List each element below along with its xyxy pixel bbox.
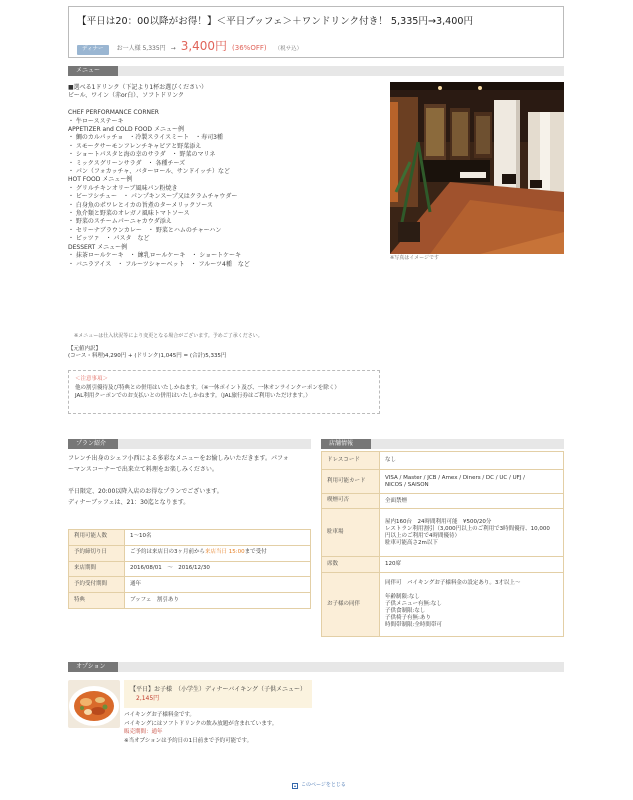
sales-period-value: 通年 [151, 729, 163, 736]
original-price: お一人様 5,335円 [116, 45, 166, 52]
option-desc-3: ※当オプションは予約日の1日前まで予約可能です。 [124, 737, 253, 744]
table-value-line: 年齢制限:なし [385, 594, 420, 600]
menu-change-note: ※メニューは仕入状況等により変更となる場合がございます。予めご了承ください。 [74, 333, 263, 339]
dinner-badge: ディナー [77, 45, 109, 55]
menu-line: ・ 牛ロースステーキ [68, 117, 124, 125]
table-row [69, 545, 311, 561]
menu-line: HOT FOOD メニュー例 [68, 176, 133, 184]
table-value-line: 子供食制限:なし [385, 608, 426, 614]
table-row [322, 452, 564, 470]
table-value: ブッフェ 割引あり [125, 593, 311, 609]
menu-section-bar [68, 66, 564, 76]
deadline-suffix: まで受付 [244, 549, 267, 556]
table-row [322, 557, 564, 573]
table-row [69, 593, 311, 609]
table-row [69, 530, 311, 546]
option-food-photo [68, 680, 120, 728]
store-info-table [321, 451, 564, 637]
table-row [322, 573, 564, 637]
menu-section-label: メニュー [68, 66, 118, 76]
plan-section-label: プラン紹介 [68, 439, 118, 449]
original-price-header: 【元値内訳】 [68, 346, 102, 352]
plan-title: 【平日は20：00以降がお得！】＜平日ブッフェ＞＋ワンドリンク付き！ 5,335円→3,400円 [77, 16, 474, 27]
table-row [322, 470, 564, 494]
option-desc-2: バイキングにはソフトドリンクの飲み放題が含まれています。 [124, 720, 278, 727]
plan-intro-line: ディナーブッフェは、21：30迄となります。 [68, 499, 190, 506]
table-value-line: 駐車可能高さ2m以下 [385, 539, 438, 546]
table-value [125, 545, 311, 561]
menu-line: ・ セリーナブラウンカレー ・ 野菜とハムのチャーハン [68, 226, 222, 234]
option-section-bar [68, 662, 564, 672]
menu-gap [68, 101, 378, 109]
table-value [380, 573, 564, 637]
table-label: 特典 [69, 593, 125, 609]
table-label: ドレスコード [322, 452, 380, 470]
table-value-line: 子供メニュー有無:なし [385, 601, 442, 607]
table-row [69, 577, 311, 593]
table-value-line: 同伴可 バイキングお子様料金の設定あり。3才以上～ [385, 580, 521, 586]
table-value [380, 494, 564, 509]
option-price: 2,145円 [136, 695, 160, 702]
option-section-label: オプション [68, 662, 118, 672]
table-label: 駐車場 [322, 509, 380, 557]
close-page-link[interactable] [292, 782, 346, 789]
table-label: 喫煙可否 [322, 494, 380, 509]
discount-rate: (36%OFF) [232, 44, 267, 52]
table-value-line [385, 587, 558, 594]
table-value-line: 全面禁煙 [385, 497, 408, 504]
food-image [68, 680, 120, 728]
close-page-label: このページをとじる [301, 782, 346, 788]
table-row [322, 509, 564, 557]
table-value-line: 120席 [385, 561, 401, 567]
tax-note: （税サ込） [274, 46, 303, 52]
plan-intro-line: ーマンスコーナーで出来立て料理をお楽しみください。 [68, 466, 218, 473]
menu-line: ・ スモークサーモンフレンチキャビアと野菜添え [68, 142, 202, 150]
menu-line: ・ 鯛のカルパッチョ ・冷製スライスミート ・寿司3種 [68, 134, 223, 142]
table-value: 2016/08/01 ～ 2016/12/30 [125, 561, 311, 577]
table-value [380, 452, 564, 470]
table-label: 利用可能人数 [69, 530, 125, 546]
plan-description [68, 453, 318, 508]
table-label: 来店期間 [69, 561, 125, 577]
price-row [77, 38, 302, 55]
table-label: 予約受付期間 [69, 577, 125, 593]
restaurant-photo [390, 82, 564, 254]
original-price-breakdown: (コース・料理)4,290円 + (ドリンク)1,045円 = (合計)5,335円 [68, 353, 227, 359]
menu-line: ・ ミックスグリーンサラダ ・ 各種チーズ [68, 159, 186, 167]
menu-line: ・ ピッツァ ・ パスタ など [68, 235, 150, 243]
option-desc-1: バイキングお子様料金です。 [124, 712, 195, 718]
table-value-line: NICOS / SAISON [385, 481, 429, 488]
caution-title: ＜注意事項＞ [75, 376, 109, 382]
table-row [322, 494, 564, 509]
menu-line: ・ ショートパスタと海の幸のサラダ ・ 野菜のマリネ [68, 151, 216, 159]
menu-line: ・ 野菜のスチームパーニャカウダ添え [68, 218, 172, 226]
arrow-icon: → [170, 45, 176, 52]
plan-intro-line [68, 475, 318, 486]
table-value-line: 屋内160台 24時間利用可能 ¥500/20分 [385, 518, 492, 525]
table-value [380, 509, 564, 557]
store-section-label: 店舗情報 [321, 439, 371, 449]
plan-header [68, 6, 564, 58]
menu-list [68, 84, 378, 269]
plan-intro-line: フレンチ出身のシェフ小西による多彩なメニューをお愉しみいただきます。パフォ [68, 455, 289, 462]
option-description [124, 711, 277, 745]
table-label: 利用可能カード [322, 470, 380, 494]
menu-line: CHEF PERFORMANCE CORNER [68, 109, 159, 117]
menu-line: ■選べる1ドリンク（下記より1杯お選びください） [68, 84, 208, 91]
menu-line: ・ ビーフシチュー ・ パンプキンスープ又はクラムチャウダー [68, 193, 238, 201]
option-title: 【平日】お子様 （小学生）ディナーバイキング（子供メニュー） [130, 686, 307, 693]
table-value-line: なし [385, 457, 397, 463]
deadline-highlight: 来店当日 15:00 [205, 549, 245, 556]
table-value-line: レストラン利用割引（3,000円以上のご利用で3時間優待、10,000 [385, 525, 550, 532]
menu-line: ビール、ワイン（赤or白）、ソフトドリンク [68, 92, 184, 100]
menu-line: ・ パン（フォカッチャ、バターロール、サンドイッチ）など [68, 168, 231, 176]
restaurant-interior-image [390, 82, 564, 254]
photo-caption: ※写真はイメージです [390, 255, 440, 261]
menu-line: ・ 魚介類と野菜のオレガノ風味トマトソース [68, 210, 190, 218]
discount-price: 3,400円 [180, 39, 228, 53]
caution-box [68, 370, 380, 414]
table-value [380, 470, 564, 494]
menu-line: ・ 抹茶ロールケーキ ・ 練乳ロールケーキ ・ ショートケーキ [68, 252, 242, 260]
option-item[interactable] [124, 680, 312, 708]
table-label: 席数 [322, 557, 380, 573]
plan-details-table [68, 529, 311, 609]
table-value [380, 557, 564, 573]
sales-period-label: 販売期間： [124, 729, 152, 736]
menu-line: ・ バニラアイス ・ フルーツシャーベット ・ フルーツ4種 など [68, 260, 250, 268]
menu-line: DESSERT メニュー例 [68, 243, 128, 251]
store-section-bar [321, 439, 564, 449]
table-value-line: 時間帯制限:全時間帯可 [385, 622, 442, 628]
table-value-line: 子供椅子有無:あり [385, 615, 431, 621]
table-value-line: VISA / Master / JCB / Amex / Diners / DC / UC / UFJ / [385, 474, 525, 481]
table-row [69, 561, 311, 577]
caution-line-2: JAL利用クーポンでのお支払いとの併用はいたしかねます。（JAL旅行券はご利用いただけます。） [75, 392, 311, 399]
caution-line-1: 他の割引優待及び特典との併用はいたしかねます。（※一休ポイント及び、一休オンラインクーポンを除く） [75, 384, 340, 391]
table-value: 1～10名 [125, 530, 311, 546]
table-value: 通年 [125, 577, 311, 593]
close-page-icon [292, 783, 298, 789]
plan-intro-line: 平日限定、20:00以降入店のお得なプランでございます。 [68, 488, 223, 495]
deadline-text: ご予約は来店日の3ヶ月前から [130, 549, 206, 556]
table-label: お子様の同伴 [322, 573, 380, 637]
table-label: 予約締切り日 [69, 545, 125, 561]
menu-line: ・ グリルチキンオリーブ風味パン粉焼き [68, 184, 178, 192]
plan-section-bar [68, 439, 311, 449]
menu-line: ・ 白身魚のポワレとイカの旨煮のターメリックソース [68, 201, 213, 209]
table-value-line: 円以上のご利用で4時間優待） [385, 532, 461, 539]
menu-line: APPETIZER and COLD FOOD メニュー例 [68, 126, 184, 134]
